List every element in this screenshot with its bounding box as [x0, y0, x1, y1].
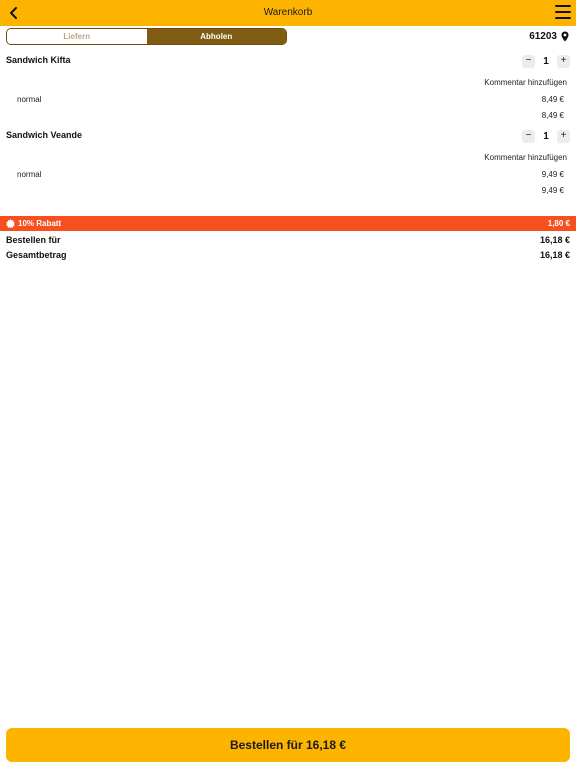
place-order-button[interactable]: Bestellen für 16,18 €: [6, 728, 570, 762]
add-comment-link[interactable]: Kommentar hinzufügen: [484, 153, 567, 162]
item-variant: normal: [17, 170, 42, 179]
discount-label: 10% Rabatt: [18, 219, 62, 228]
quantity-stepper: [522, 54, 570, 68]
item-total-price: 9,49 €: [541, 186, 564, 195]
item-total-price: 8,49 €: [541, 111, 564, 120]
order-for-row: [6, 233, 570, 246]
total-value: 16,18 €: [539, 249, 570, 260]
delivery-mode-toggle: [6, 28, 287, 45]
order-for-label: Bestellen für: [6, 234, 61, 245]
location-selector[interactable]: [529, 29, 569, 44]
menu-button[interactable]: [555, 5, 571, 19]
increase-quantity-button[interactable]: +: [557, 130, 570, 143]
order-for-value: 16,18 €: [539, 234, 570, 245]
tab-abholen[interactable]: Abholen: [147, 29, 287, 44]
item-variant: normal: [17, 95, 42, 104]
variant-price: 9,49 €: [541, 170, 564, 179]
cart-item-name: Sandwich Veande: [6, 130, 83, 140]
discount-amount: 1,80 €: [547, 219, 570, 228]
total-label: Gesamtbetrag: [6, 249, 67, 260]
quantity-stepper: [522, 129, 570, 143]
decrease-quantity-button[interactable]: −: [522, 130, 535, 143]
badge-star-icon: [6, 219, 15, 228]
cart-item-name: Sandwich Kifta: [6, 55, 71, 65]
hamburger-menu-icon: [555, 5, 571, 7]
tab-liefern[interactable]: Liefern: [7, 29, 147, 44]
increase-quantity-button[interactable]: +: [557, 55, 570, 68]
discount-bar: [0, 216, 576, 231]
top-bar: [0, 0, 576, 26]
add-comment-link[interactable]: Kommentar hinzufügen: [484, 78, 567, 87]
variant-price: 8,49 €: [541, 95, 564, 104]
quantity-value: 1: [543, 130, 549, 142]
total-row: [6, 248, 570, 261]
decrease-quantity-button[interactable]: −: [522, 55, 535, 68]
zip-code: 61203: [529, 31, 557, 42]
page-title: Warenkorb: [263, 7, 313, 18]
quantity-value: 1: [543, 55, 549, 67]
map-pin-icon: [561, 31, 569, 42]
